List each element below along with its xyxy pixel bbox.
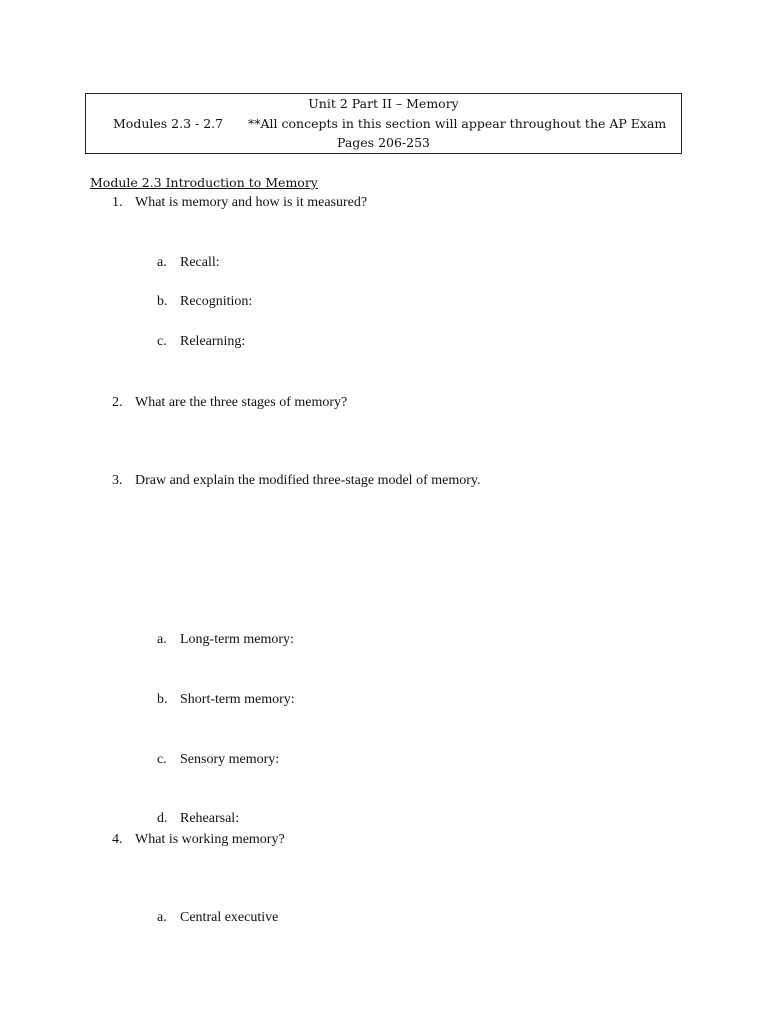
section-heading: Module 2.3 Introduction to Memory [90, 175, 318, 190]
sub-text: Central executive [180, 910, 279, 925]
question-number: 3. [112, 473, 123, 488]
sub-text: Recognition: [180, 294, 253, 309]
question-text: What are the three stages of memory? [135, 395, 348, 410]
header-box [85, 93, 682, 154]
sub-text: Sensory memory: [180, 752, 280, 767]
sub-letter: a. [157, 910, 167, 925]
sub-text: Long-term memory: [180, 632, 294, 647]
question-text: Draw and explain the modified three-stage model of memory. [135, 473, 481, 488]
sub-text: Relearning: [180, 334, 246, 349]
exam-note: **All concepts in this section will appear throughout the AP Exam [248, 116, 667, 131]
page-range: Pages 206-253 [336, 135, 431, 150]
sub-letter: b. [157, 692, 168, 707]
sub-letter: c. [157, 752, 167, 767]
sub-text: Rehearsal: [180, 811, 240, 826]
sub-letter: d. [157, 811, 168, 826]
question-number: 4. [112, 832, 123, 847]
question-number: 2. [112, 395, 123, 410]
sub-text: Recall: [180, 255, 220, 270]
sub-letter: c. [157, 334, 167, 349]
sub-letter: a. [157, 632, 167, 647]
sub-letter: a. [157, 255, 167, 270]
question-number: 1. [112, 195, 123, 210]
sub-letter: b. [157, 294, 168, 309]
sub-text: Short-term memory: [180, 692, 295, 707]
unit-title: Unit 2 Part II – Memory [308, 96, 459, 111]
modules-range: Modules 2.3 - 2.7 [113, 116, 224, 131]
question-text: What is working memory? [135, 832, 285, 847]
question-text: What is memory and how is it measured? [135, 195, 368, 210]
